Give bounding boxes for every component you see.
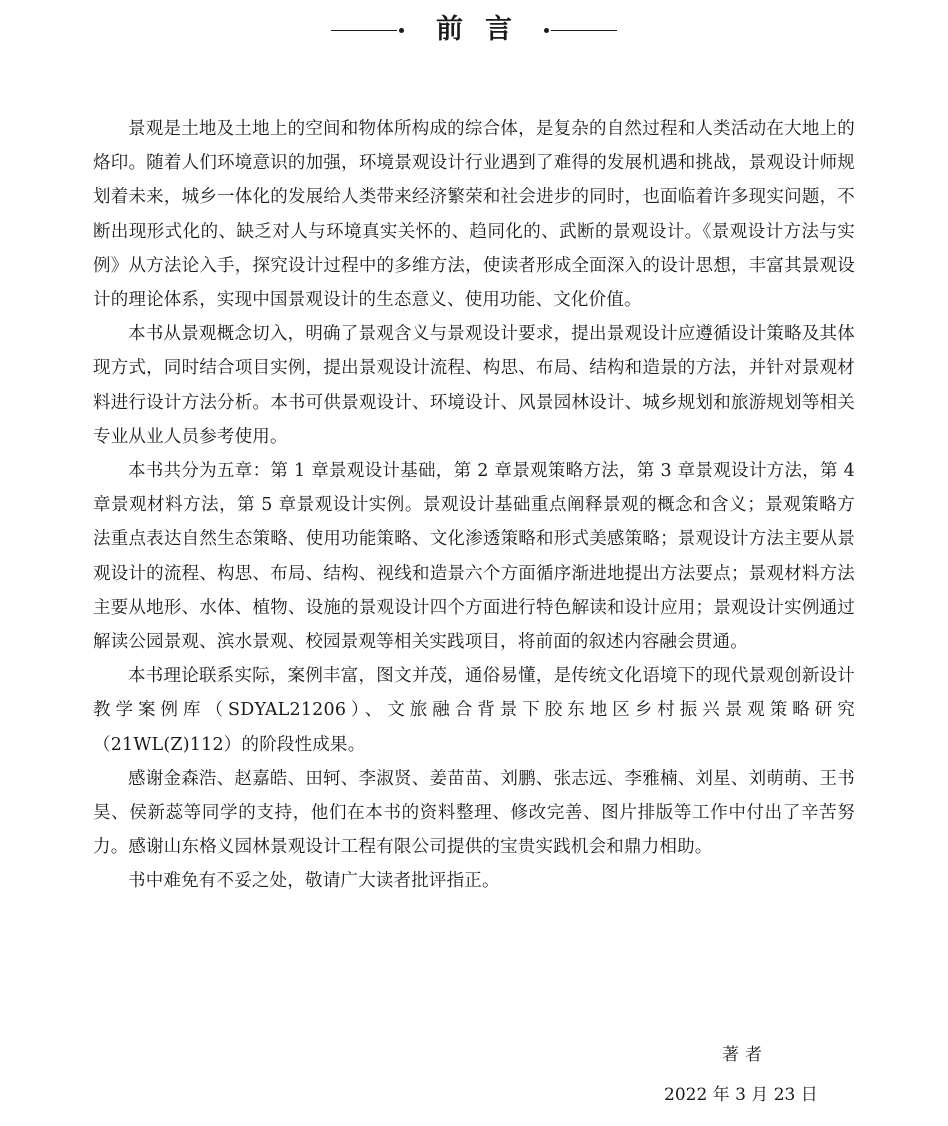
preface-date: 2022 年 3 月 23 日 — [664, 1085, 818, 1105]
paragraph: 景观是土地及土地上的空间和物体所构成的综合体，是复杂的自然过程和人类活动在大地上的烙印。随着人们环境意识的加强，环境景观设计行业遇到了难得的发展机遇和挑战，景观设计师规划着未来，城乡一体化的发展给人类带来经济繁荣和社会进步的同时，也面临着许多现实问题，不断出现形式化的、缺乏对人与环境真实关怀的、趋同化的、武断的景观设计。《景观设计方法与实例》从方法论入手，探究设计过程中的多维方法，使读者形成全面深入的设计思想，丰富其景观设计的理论体系，实现中国景观设计的生态意义、使用功能、文化价值。 — [93, 119, 855, 311]
rule-line — [331, 30, 397, 31]
paragraph: 感谢金森浩、赵嘉皓、田轲、李淑贤、姜苗苗、刘鹏、张志远、李雅楠、刘星、刘萌萌、王书昊、侯新蕊等同学的支持，他们在本书的资料整理、修改完善、图片排版等工作中付出了辛苦努力。感谢山东格义园林景观设计工程有限公司提供的宝贵实践机会和鼎力相助。 — [93, 768, 855, 858]
preface-body — [93, 112, 855, 899]
rule-dot — [544, 28, 549, 33]
paragraph: 本书共分为五章：第 1 章景观设计基础，第 2 章景观策略方法，第 3 章景观设计方法，第 4 章景观材料方法，第 5 章景观设计实例。景观设计基础重点阐释景观的概念和含义；景观策略方法重点表达自然生态策略、使用功能策略、文化渗透策略和形式美感策略；景观设计方法主要从景观设计的流程、构思、布局、结构、视线和造景六个方面循序渐进地提出方法要点；景观材料方法主要从地形、水体、植物、设施的景观设计四个方面进行特色解读和设计应用；景观设计实例通过解读公园景观、滨水景观、校园景观等相关实践项目，将前面的叙述内容融会贯通。 — [93, 461, 855, 653]
page-title: 前言 — [436, 14, 534, 45]
preface-heading — [0, 12, 948, 48]
paragraph: 本书理论联系实际，案例丰富，图文并茂，通俗易懂，是传统文化语境下的现代景观创新设计教学案例库（SDYAL21206）、文旅融合背景下胶东地区乡村振兴景观策略研究（21WL(Z)112）的阶段性成果。 — [93, 666, 855, 755]
author-signature: 著者 — [722, 1045, 768, 1065]
paragraph: 书中难免有不妥之处，敬请广大读者批评指正。 — [128, 871, 500, 892]
paragraph: 本书从景观概念切入，明确了景观含义与景观设计要求，提出景观设计应遵循设计策略及其体现方式，同时结合项目实例，提出景观设计流程、构思、布局、结构和造景的方法，并针对景观材料进行设计方法分析。本书可供景观设计、环境设计、风景园林设计、城乡规划和旅游规划等相关专业从业人员参考使用。 — [93, 324, 855, 447]
heading-rule-left — [331, 28, 404, 33]
rule-line — [551, 30, 617, 31]
heading-rule-right — [544, 28, 617, 33]
rule-dot — [399, 28, 404, 33]
